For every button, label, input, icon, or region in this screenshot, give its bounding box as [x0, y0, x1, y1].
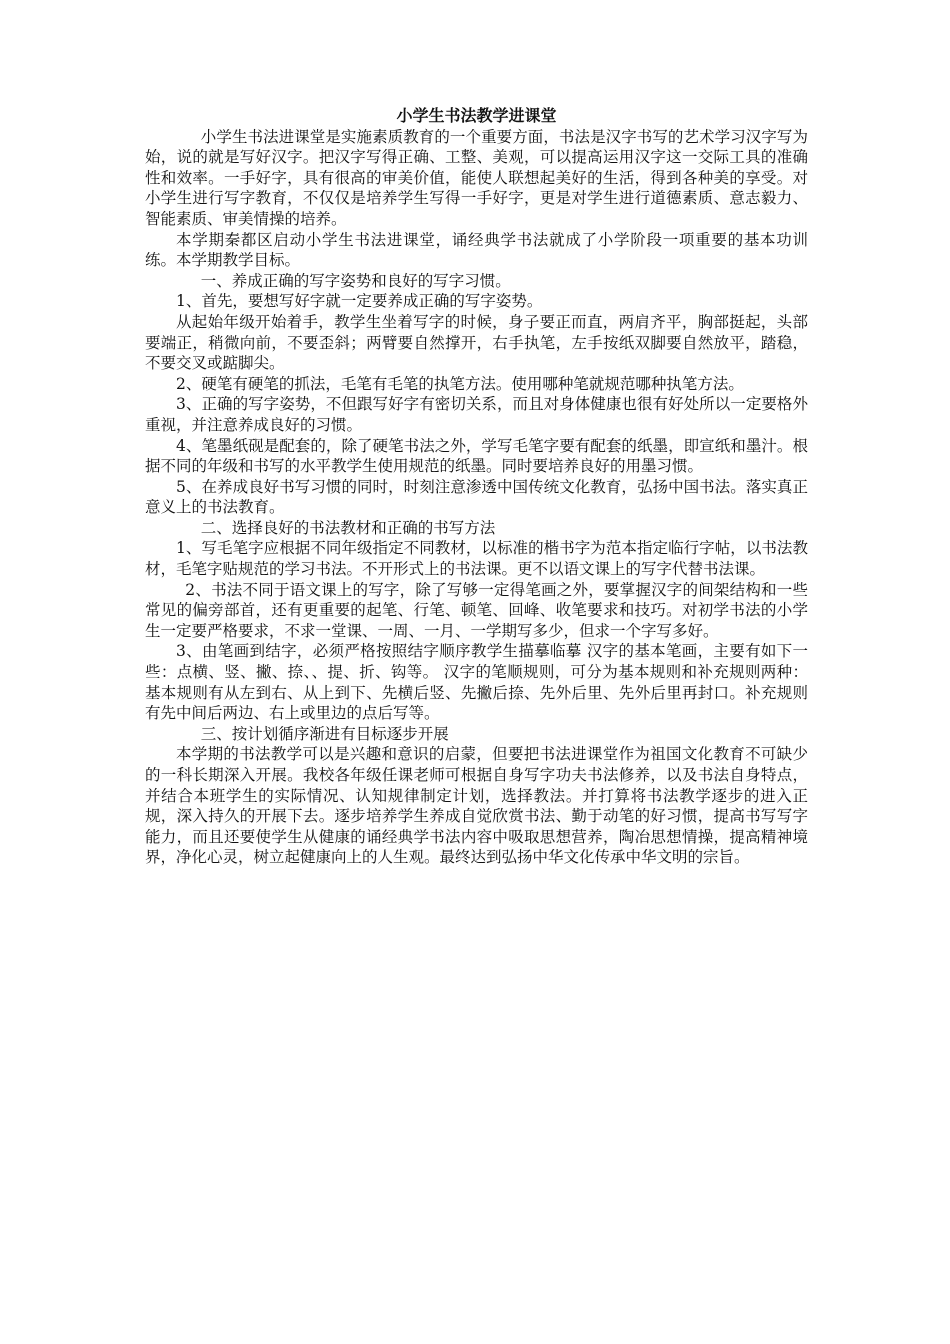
- paragraph-item-1-4: 4、笔墨纸砚是配套的，除了硬笔书法之外，学写毛笔字要有配套的纸墨，即宣纸和墨汁。根据不同的年级和书写的水平教学生使用规范的纸墨。同时要培养良好的用墨习惯。: [145, 436, 808, 476]
- paragraph-item-2-3: 3、由笔画到结字，必须严格按照结字顺序教学生描摹临摹 汉字的基本笔画，主要有如下一些：点横、竖、撇、捺、、提、折、钩等。 汉字的笔顺规则，可分为基本规则和补充规则两种： 基本规则有从左到右、从上到下、先横后竖、先撇后捺、先外后里、先外后里再封口。补充规则有先中间后两边、右上或里边的点后写等。: [145, 642, 808, 723]
- paragraph-item-2-1: 1、写毛笔字应根据不同年级指定不同教材，以标准的楷书字为范本指定临行字帖，以书法教材，毛笔字贴规范的学习书法。不开形式上的书法课。更不以语文课上的写字代替书法课。: [145, 539, 808, 579]
- section-heading-2: 二、选择良好的书法教材和正确的书写方法: [200, 518, 496, 537]
- paragraph-item-1-2: 2、硬笔有硬笔的抓法，毛笔有毛笔的执笔方法。使用哪种笔就规范哪种执笔方法。: [176, 374, 744, 393]
- section-heading-3: 三、按计划循序渐进有目标逐步开展: [200, 724, 449, 743]
- paragraph-item-1-1: 1、首先，要想写好字就一定要养成正确的写字姿势。: [176, 292, 543, 311]
- paragraph-intro: 小学生书法进课堂是实施素质教育的一个重要方面，书法是汉字书写的艺术学习汉字写为始，说的就是写好汉字。把汉字写得正确、工整、美观，可以提高运用汉字这一交际工具的准确性和效率。一手好字，具有很高的审美价值，能使人联想起美好的生活，得到各种美的享受。对小学生进行写字教育，不仅仅是培养学生写得一手好字，更是对学生进行道德素质、意志毅力、智能素质、审美情操的培养。: [145, 127, 808, 228]
- paragraph-conclusion: 本学期的书法教学可以是兴趣和意识的启蒙，但要把书法进课堂作为祖国文化教育不可缺少的一科长期深入开展。我校各年级任课老师可根据自身写字功夫书法修养，以及书法自身特点，并结合本班学生的实际情况、认知规律制定计划，选择教法。并打算将书法教学逐步的进入正规，深入持久的开展下去。逐步培养学生养成自觉欣赏书法、勤于动笔的好习惯，提高书写写字能力，而且还要使学生从健康的诵经典学书法内容中吸取思想营养，陶冶思想情操，提高精神境界，净化心灵，树立起健康向上的人生观。最终达到弘扬中华文化传承中华文明的宗旨。: [145, 745, 808, 867]
- paragraph-posture: 从起始年级开始着手，教学生坐着写字的时候，身子要正而直，两肩齐平，胸部挺起，头部要端正，稍微向前，不要歪斜；两臂要自然撑开，右手执笔，左手按纸双脚要自然放平，踏稳，不要交叉或踮脚尖。: [145, 312, 808, 373]
- paragraph-item-1-3: 3、正确的写字姿势，不但跟写好字有密切关系，而且对身体健康也很有好处所以一定要格外重视，并注意养成良好的习惯。: [145, 395, 808, 434]
- document-body: [145, 106, 808, 868]
- paragraph-semester: 本学期秦都区启动小学生书法进课堂，诵经典学书法就成了小学阶段一项重要的基本功训练。本学期教学目标。: [145, 230, 808, 270]
- paragraph-item-1-5: 5、在养成良好书写习惯的同时，时刻注意渗透中国传统文化教育，弘扬中国书法。落实真正意义上的书法教育。: [145, 477, 808, 517]
- section-heading-1: 一、养成正确的写字姿势和良好的写字习惯。: [200, 271, 511, 290]
- paragraph-item-2-2: 2、书法不同于语文课上的写字，除了写够一定得笔画之外，要掌握汉字的间架结构和一些常见的偏旁部首，还有更重要的起笔、行笔、顿笔、回峰、收笔要求和技巧。对初学书法的小学生一定要严格要求，不求一堂课、一周、一月、一学期写多少，但求一个字写多好。: [145, 580, 808, 640]
- document-title: 小学生书法教学进课堂: [396, 106, 557, 125]
